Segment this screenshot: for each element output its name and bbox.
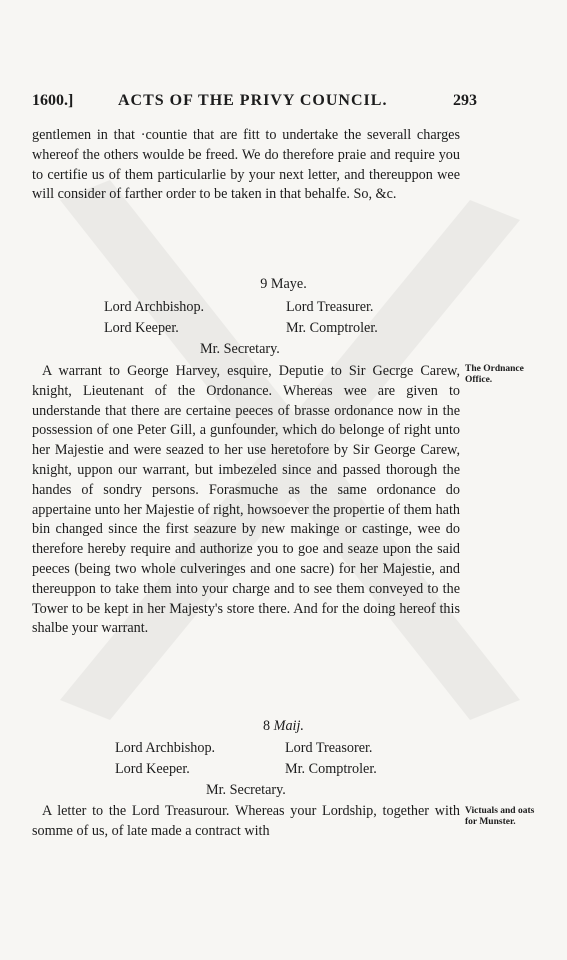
entry2-date-word: Maij. [273,718,304,734]
entry1-date: 9 Maye. [260,276,307,292]
entry1-attendee: Lord Archbishop. [104,299,205,315]
entry2-attendee: Lord Archbishop. [115,740,216,756]
entry2-margin-note: Victuals and oats for Munster. [465,806,535,827]
entry2-attendee: Lord Keeper. [115,761,190,777]
entry1-attendee: Lord Keeper. [104,320,179,336]
header-title: ACTS OF THE PRIVY COUNCIL. [118,92,388,109]
entry1-attendee: Mr. Secretary. [200,341,280,357]
entry2-attendee: Lord Treasorer. [285,740,373,756]
entry2-date-number: 8 [263,718,271,734]
running-header [32,92,477,114]
header-year: 1600.] [32,92,74,109]
page-number: 293 [453,92,477,109]
entry1-text: A warrant to George Harvey, esquire, Deputie to Sir Gecrge Carew, knight, Lieutenant of the Ordonance. Whereas wee are given to understande that there are certaine peeces of brasse ordonance now in the possession of one Peter Gill, a gunfounder, which do belonge of right unto her Majestie and were seazed to her use heretofore by Sir George Carew, knight, uppon our warrant, but imbezeled since and passed thorough the handes of sondry persons. Forasmuche as the same ordonance do appertaine unto her Majestie of right, howsoever the propertie of them hath bin changed since the first seazure by new makinge or castinge, wee do therefore hereby require and authorize you to goe and seaze upon the said peeces (being two whole culveringes and one sacre) for her Majestie, and thereuppon to take them into your charge and to see them conveyed to the Tower to be kept in her Majesty's store there. And for the doing hereof this shalbe your warrant. [32,363,460,637]
entry2-attendee: Mr. Comptroler. [285,761,377,777]
opening-paragraph: gentlemen in that ·countie that are fitt to undertake the severall charges whereof the others woulde be freed. We do therefore praie and require you to certifie us of them particularlie by your next letter, and thereuppon wee will consider of farther order to be taken in that behalfe. So, &c. [32,127,460,203]
entry1-margin-note: The Ordnance Office. [465,364,524,385]
entry1-attendee: Lord Treasurer. [286,299,374,315]
entry2-text: A letter to the Lord Treasurour. Whereas your Lordship, together with somme of us, of late made a contract with [32,803,460,839]
entry2-date [0,718,567,735]
entry1-attendee: Mr. Comptroler. [286,320,378,336]
entry2-attendee: Mr. Secretary. [206,782,286,798]
